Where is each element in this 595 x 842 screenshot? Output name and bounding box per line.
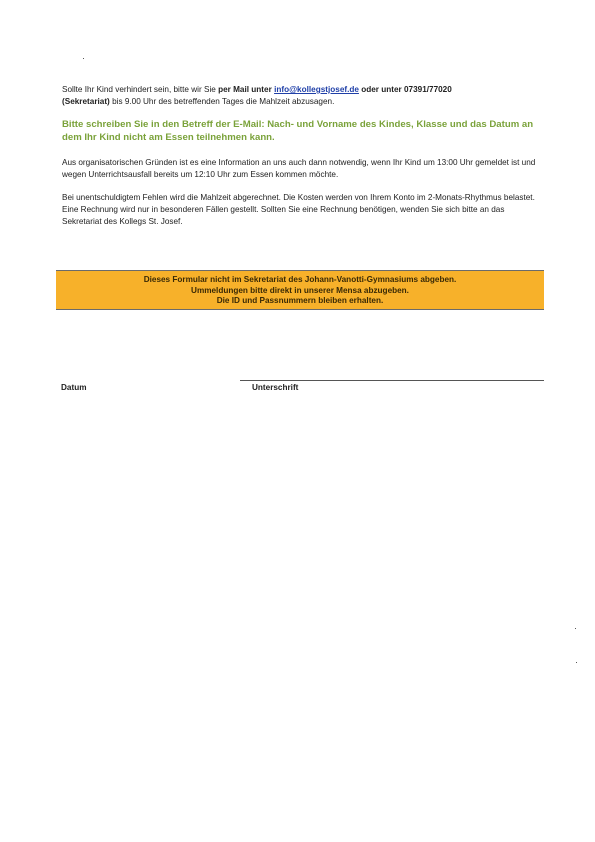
signature-line (240, 380, 544, 381)
notice-line-2: Ummeldungen bitte direkt in unserer Mensa abzugeben. (191, 285, 409, 295)
per-mail-text: per Mail unter (218, 85, 272, 94)
scan-speck (575, 628, 576, 629)
signature-label: Unterschrift (252, 383, 299, 392)
sekretariat-text: (Sekretariat) (62, 97, 110, 106)
organisational-notice-paragraph: Aus organisatorischen Gründen ist es eine Information an uns auch dann notwendig, wenn Ihr Kind um 13:00 Uhr gemeldet ist und wegen Unterrichtsausfall bereits um 12:10 Uhr zum Essen kommen möchte. (62, 158, 536, 179)
scan-speck (576, 662, 577, 663)
notice-line-1: Dieses Formular nicht im Sekretariat des Johann-Vanotti-Gymnasiums abgeben. (143, 275, 457, 284)
billing-paragraph: Bei unentschuldigtem Fehlen wird die Mahlzeit abgerechnet. Die Kosten werden von Ihrem Konto im 2-Monats-Rhythmus belastet. Eine Rechnung wird nur in besonderen Fällen gestellt. Sollten Sie eine Rechnung benötigen, wenden Sie sich bitte an das Sekretariat des Kollegs St. Josef. (62, 193, 535, 226)
email-link[interactable]: info@kollegstjosef.de (274, 85, 359, 94)
phone-text: oder unter 07391/77020 (361, 85, 452, 94)
cancellation-deadline-text: bis 9.00 Uhr des betreffenden Tages die Mahlzeit abzusagen. (109, 97, 335, 106)
email-subject-instruction: Bitte schreiben Sie in den Betreff der E-Mail: Nach- und Vorname des Kindes, Klasse und das Datum an dem Ihr Kind nicht am Essen teilnehmen kann. (62, 119, 534, 143)
date-label: Datum (61, 383, 87, 392)
notice-banner (56, 270, 544, 310)
cancellation-paragraph (62, 84, 546, 108)
notice-line-3: Die ID und Passnummern bleiben erhalten. (216, 296, 384, 305)
scan-speck (83, 58, 84, 59)
cancellation-intro-text: Sollte Ihr Kind verhindert sein, bitte wir Sie (62, 85, 219, 94)
